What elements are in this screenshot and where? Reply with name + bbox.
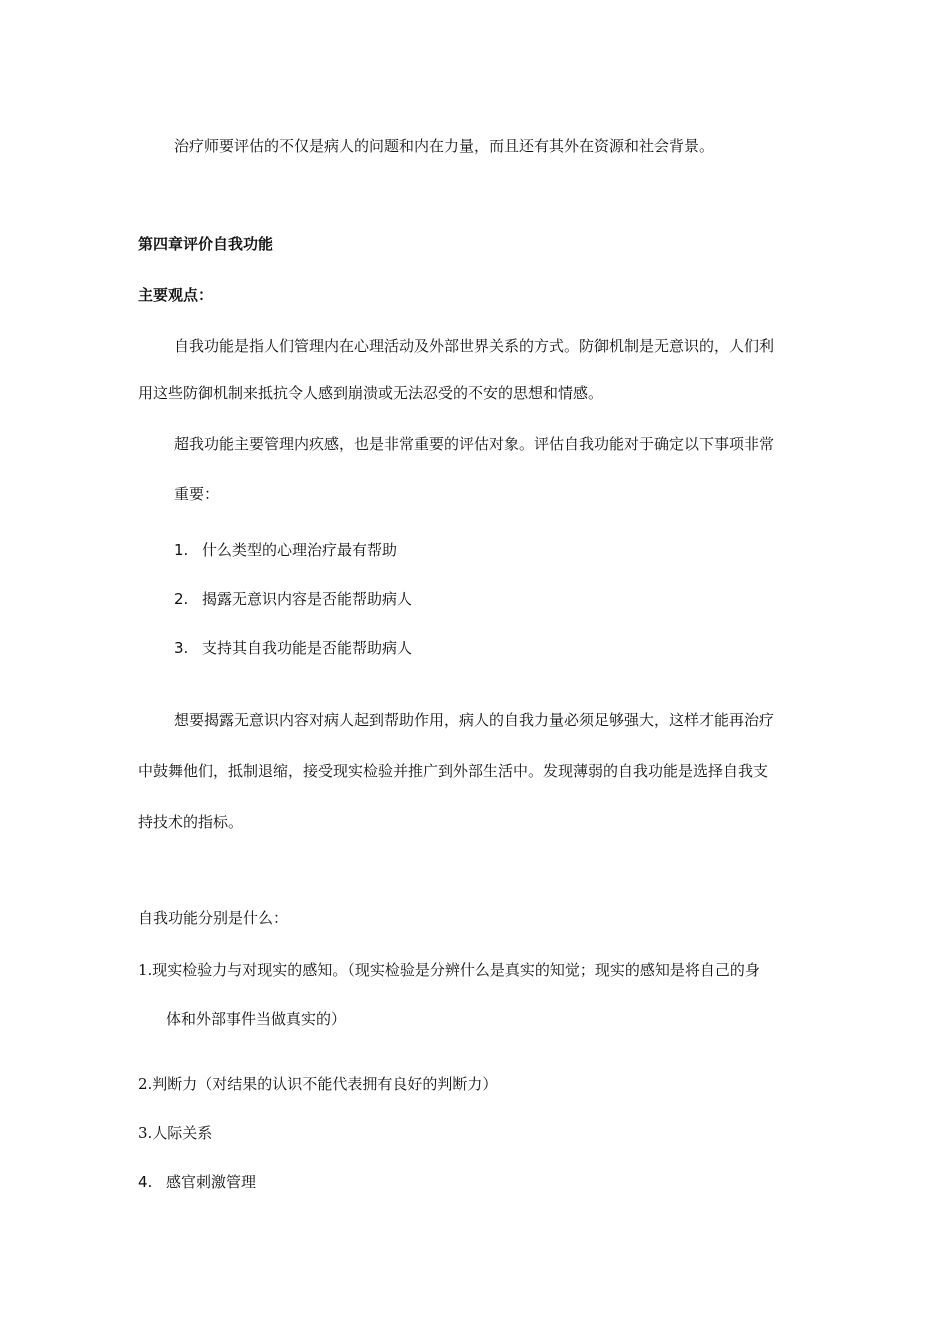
function-item: 3.人际关系	[138, 1124, 213, 1142]
list-text: 感官刺激管理	[166, 1173, 257, 1191]
list-number: 4.	[138, 1173, 153, 1191]
paragraph-line: 用这些防御机制来抵抗令人感到崩溃或无法忍受的不安的思想和情感。	[138, 384, 604, 402]
chapter-title: 第四章评价自我功能	[138, 235, 274, 253]
function-item: 2.判断力（对结果的认识不能代表拥有良好的判断力）	[138, 1075, 498, 1093]
paragraph-line: 重要：	[174, 485, 220, 503]
list-item	[174, 638, 412, 658]
function-item	[138, 1172, 256, 1192]
paragraph-line: 超我功能主要管理内疚感，也是非常重要的评估对象。评估自我功能对于确定以下事项非常	[174, 435, 775, 453]
main-points-heading: 主要观点：	[138, 286, 214, 304]
list-number: 3.	[174, 639, 189, 657]
list-number: 2.	[174, 590, 189, 608]
paragraph-line: 想要揭露无意识内容对病人起到帮助作用，病人的自我力量必须足够强大，这样才能再治疗	[174, 711, 775, 729]
list-text: 揭露无意识内容是否能帮助病人	[202, 590, 413, 608]
function-item-line: 1.现实检验力与对现实的感知。（现实检验是分辨什么是真实的知觉；现实的感知是将自己的身	[138, 961, 760, 979]
list-number: 1.	[174, 541, 189, 559]
list-text: 什么类型的心理治疗最有帮助	[202, 541, 398, 559]
paragraph-line: 自我功能是指人们管理内在心理活动及外部世界关系的方式。防御机制是无意识的，人们利	[174, 337, 775, 355]
functions-heading: 自我功能分别是什么：	[138, 909, 289, 927]
function-item-line: 体和外部事件当做真实的）	[166, 1010, 347, 1028]
list-item	[174, 589, 412, 609]
list-text: 支持其自我功能是否能帮助病人	[202, 639, 413, 657]
paragraph-line: 持技术的指标。	[138, 813, 244, 831]
paragraph-line: 中鼓舞他们，抵制退缩，接受现实检验并推广到外部生活中。发现薄弱的自我功能是选择自我支	[138, 762, 769, 780]
list-item	[174, 540, 397, 560]
intro-paragraph: 治疗师要评估的不仅是病人的问题和内在力量，而且还有其外在资源和社会背景。	[174, 137, 715, 155]
